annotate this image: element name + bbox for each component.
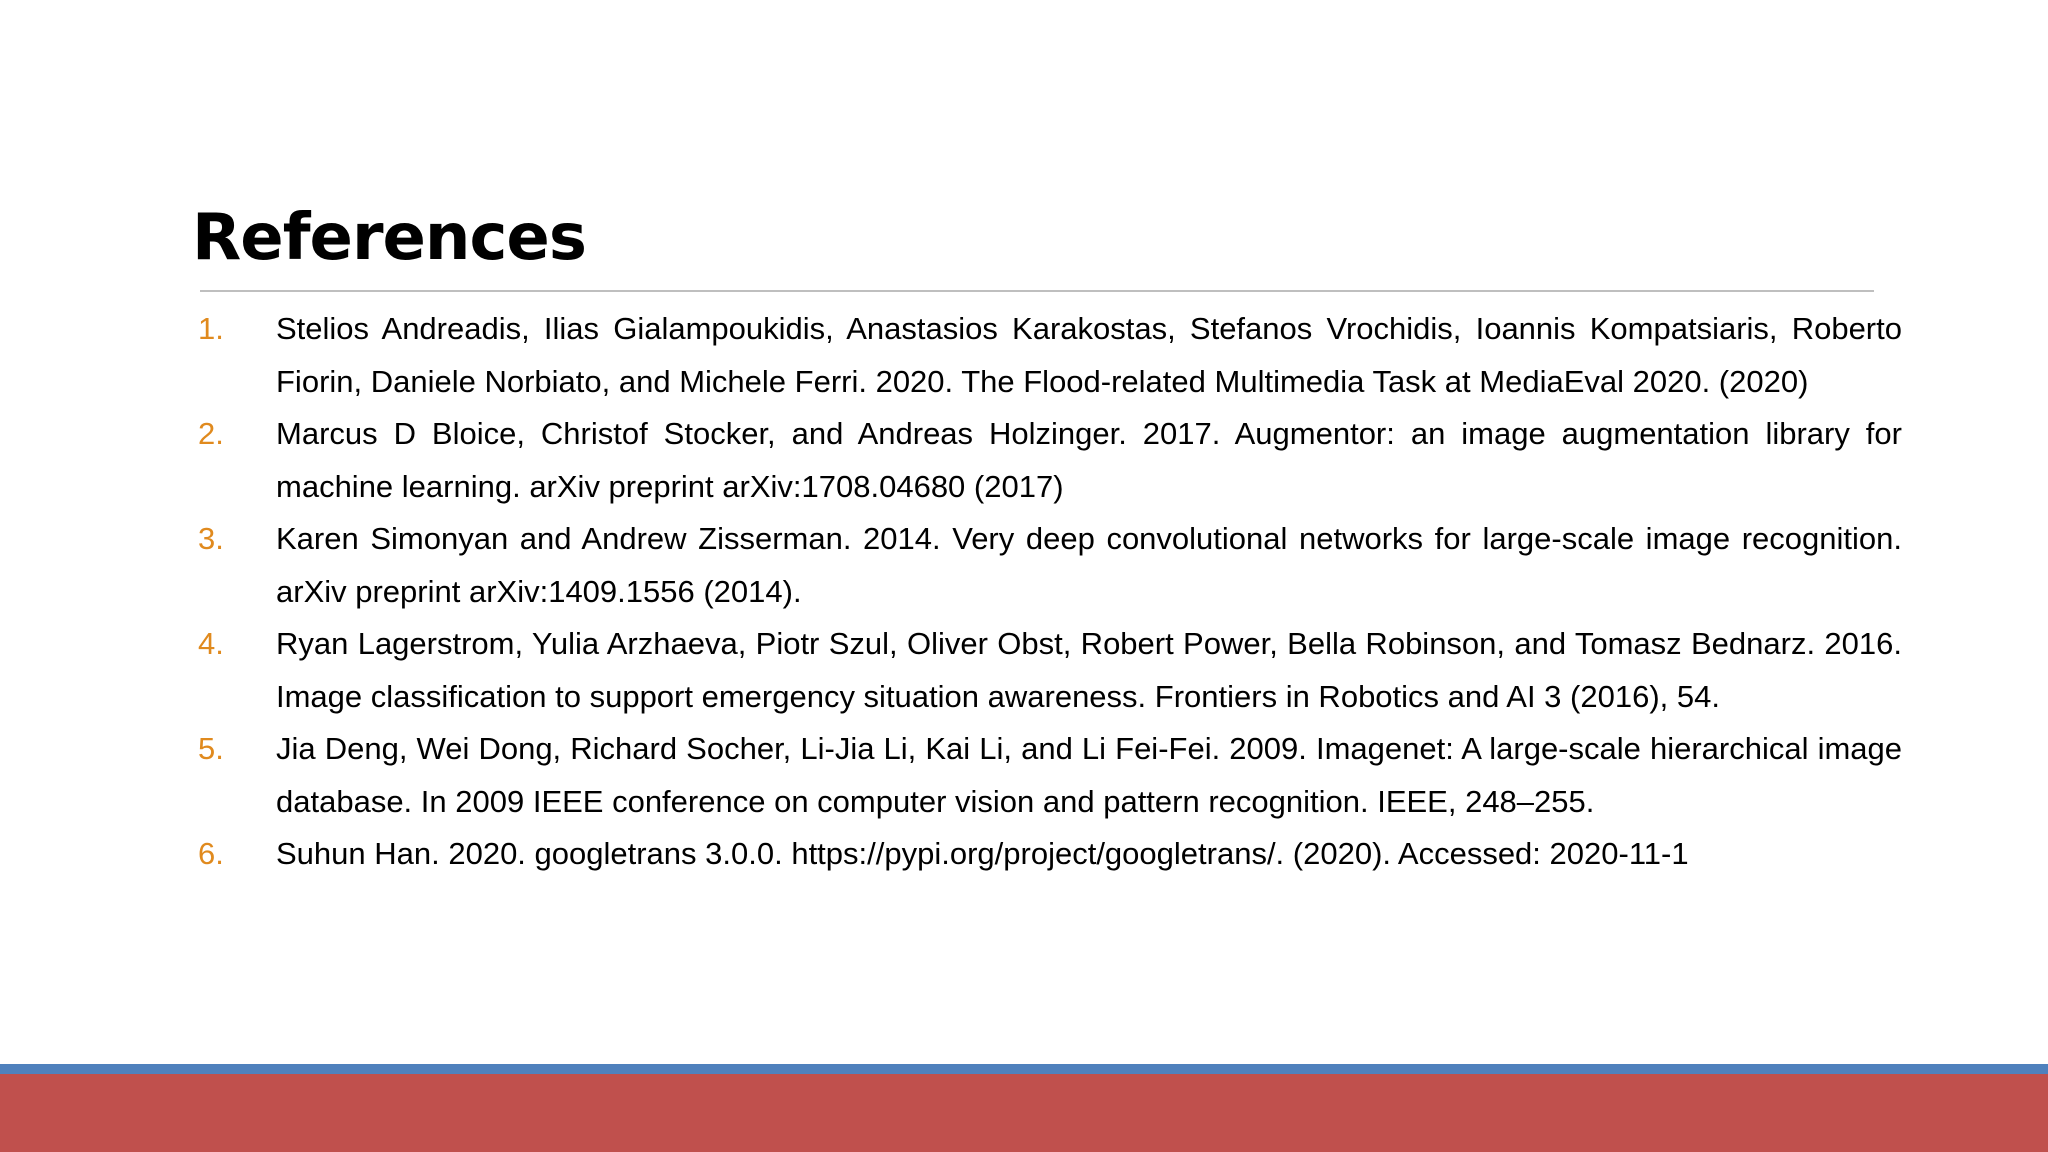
reference-text: Ryan Lagerstrom, Yulia Arzhaeva, Piotr Szul, Oliver Obst, Robert Power, Bella Robinson, and Tomasz Bednarz. 2016. Image classification to support emergency situation awareness. Frontiers in Robotics and AI 3 (2016), 54. <box>276 626 1902 714</box>
reference-list <box>198 303 1902 881</box>
reference-number: 3. <box>198 521 224 556</box>
reference-item-6 <box>198 828 1902 881</box>
reference-text: Stelios Andreadis, Ilias Gialampoukidis, Anastasios Karakostas, Stefanos Vrochidis, Ioannis Kompatsiaris, Roberto Fiorin, Daniele Norbiato, and Michele Ferri. 2020. The Flood-related Multimedia Task at MediaEval 2020. (2020) <box>276 311 1902 399</box>
reference-text: Suhun Han. 2020. googletrans 3.0.0. https://pypi.org/project/googletrans/. (2020). Accessed: 2020-11-1 <box>276 836 1689 871</box>
reference-text: Karen Simonyan and Andrew Zisserman. 2014. Very deep convolutional networks for large-scale image recognition. arXiv preprint arXiv:1409.1556 (2014). <box>276 521 1902 609</box>
title-divider <box>200 290 1874 292</box>
reference-number: 6. <box>198 836 224 871</box>
footer-red-band <box>0 1074 2048 1152</box>
reference-text: Marcus D Bloice, Christof Stocker, and Andreas Holzinger. 2017. Augmentor: an image augmentation library for machine learning. arXiv preprint arXiv:1708.04680 (2017) <box>276 416 1902 504</box>
reference-item-5 <box>198 723 1902 828</box>
reference-number: 1. <box>198 311 224 346</box>
footer-blue-band <box>0 1064 2048 1074</box>
reference-item-2 <box>198 408 1902 513</box>
reference-number: 2. <box>198 416 224 451</box>
reference-text: Jia Deng, Wei Dong, Richard Socher, Li-Jia Li, Kai Li, and Li Fei-Fei. 2009. Imagenet: A large-scale hierarchical image database. In 2009 IEEE conference on computer vision and pattern recognition. IEEE, 248–255. <box>276 731 1902 819</box>
reference-item-1 <box>198 303 1902 408</box>
reference-item-3 <box>198 513 1902 618</box>
reference-item-4 <box>198 618 1902 723</box>
slide-title: References <box>192 201 586 275</box>
reference-number: 4. <box>198 626 224 661</box>
reference-number: 5. <box>198 731 224 766</box>
